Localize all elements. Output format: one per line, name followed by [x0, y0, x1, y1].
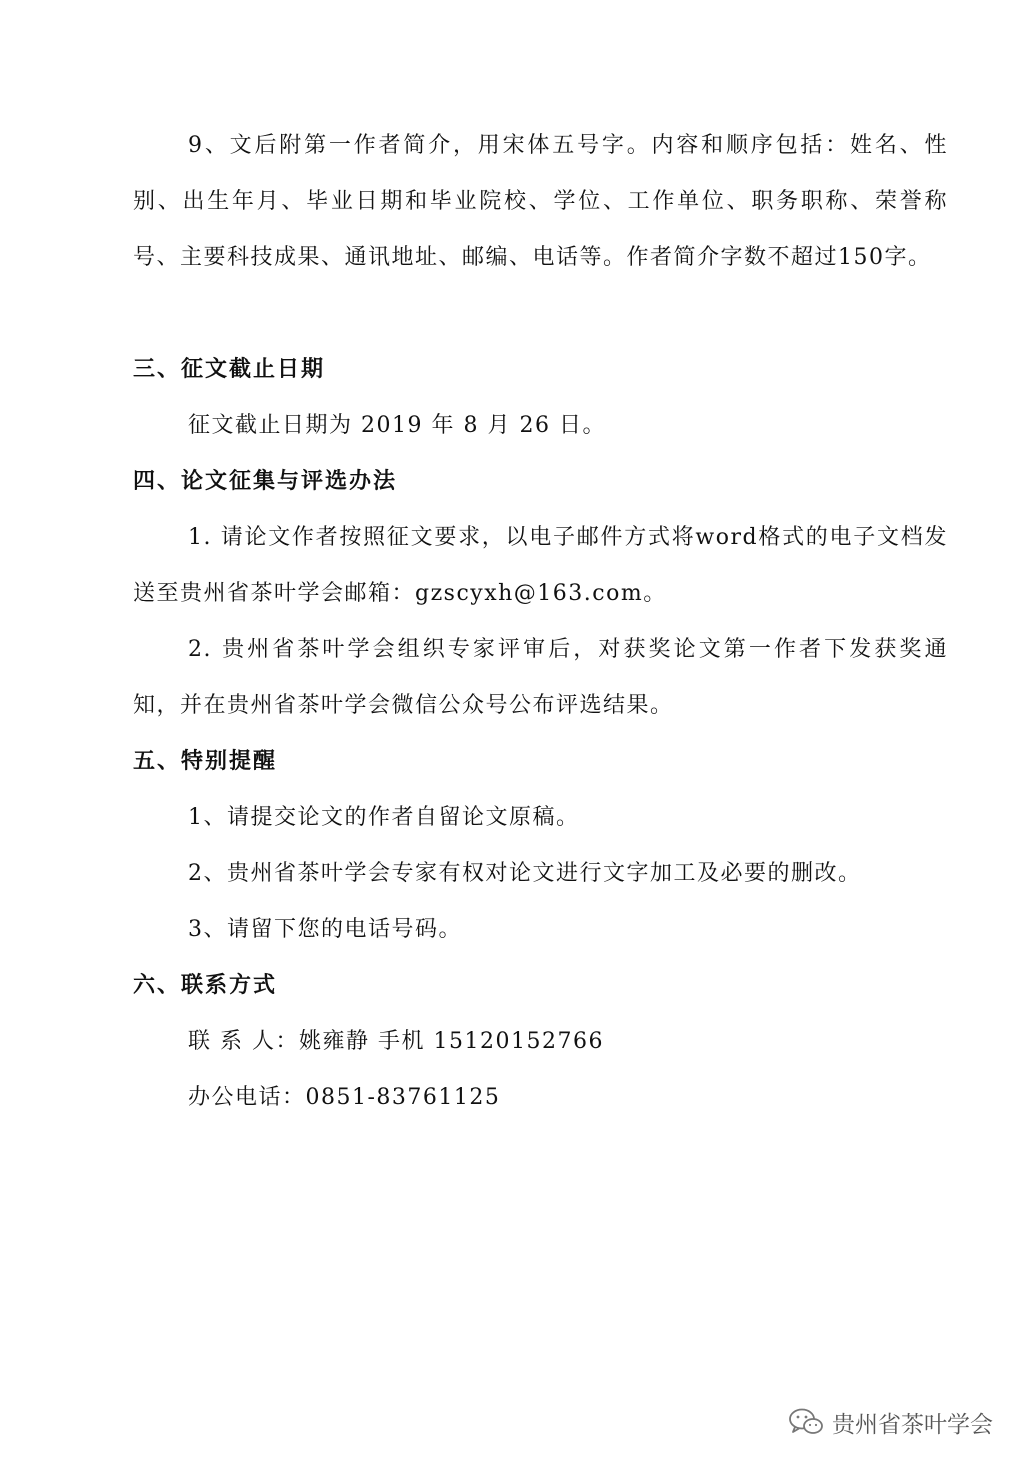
- item-9-paragraph: 9、文后附第一作者简介，用宋体五号字。内容和顺序包括：姓名、性别、出生年月、毕业日期和毕业院校、学位、工作单位、职务职称、荣誉称号、主要科技成果、通讯地址、邮编、电话等。作者简介字数不超过150字。: [133, 133, 948, 270]
- wechat-icon: [788, 1407, 824, 1437]
- section-4-heading: 四、论文征集与评选办法: [133, 469, 398, 494]
- deadline-text: 征文截止日期为 2019 年 8 月 26 日。: [188, 413, 606, 438]
- section-5-heading: 五、特别提醒: [133, 749, 278, 774]
- section-5-item-1: 1、请提交论文的作者自留论文原稿。: [188, 805, 580, 830]
- watermark-text: 贵州省茶叶学会: [832, 1411, 993, 1438]
- office-phone: 办公电话：0851-83761125: [188, 1085, 501, 1110]
- wechat-watermark: [788, 1402, 993, 1442]
- section-5-item-3: 3、请留下您的电话号码。: [188, 917, 462, 942]
- section-4-item-2: 2. 贵州省茶叶学会组织专家评审后，对获奖论文第一作者下发获奖通知，并在贵州省茶叶学会微信公众号公布评选结果。: [133, 637, 948, 718]
- contact-person: 联 系 人：姚雍静 手机 15120152766: [188, 1029, 604, 1054]
- section-6-heading: 六、联系方式: [133, 973, 278, 998]
- section-3-heading: 三、征文截止日期: [133, 357, 326, 382]
- section-5-item-2: 2、贵州省茶叶学会专家有权对论文进行文字加工及必要的删改。: [188, 861, 862, 886]
- section-4-item-1: 1. 请论文作者按照征文要求，以电子邮件方式将word格式的电子文档发送至贵州省茶叶学会邮箱：gzscyxh@163.com。: [133, 525, 948, 606]
